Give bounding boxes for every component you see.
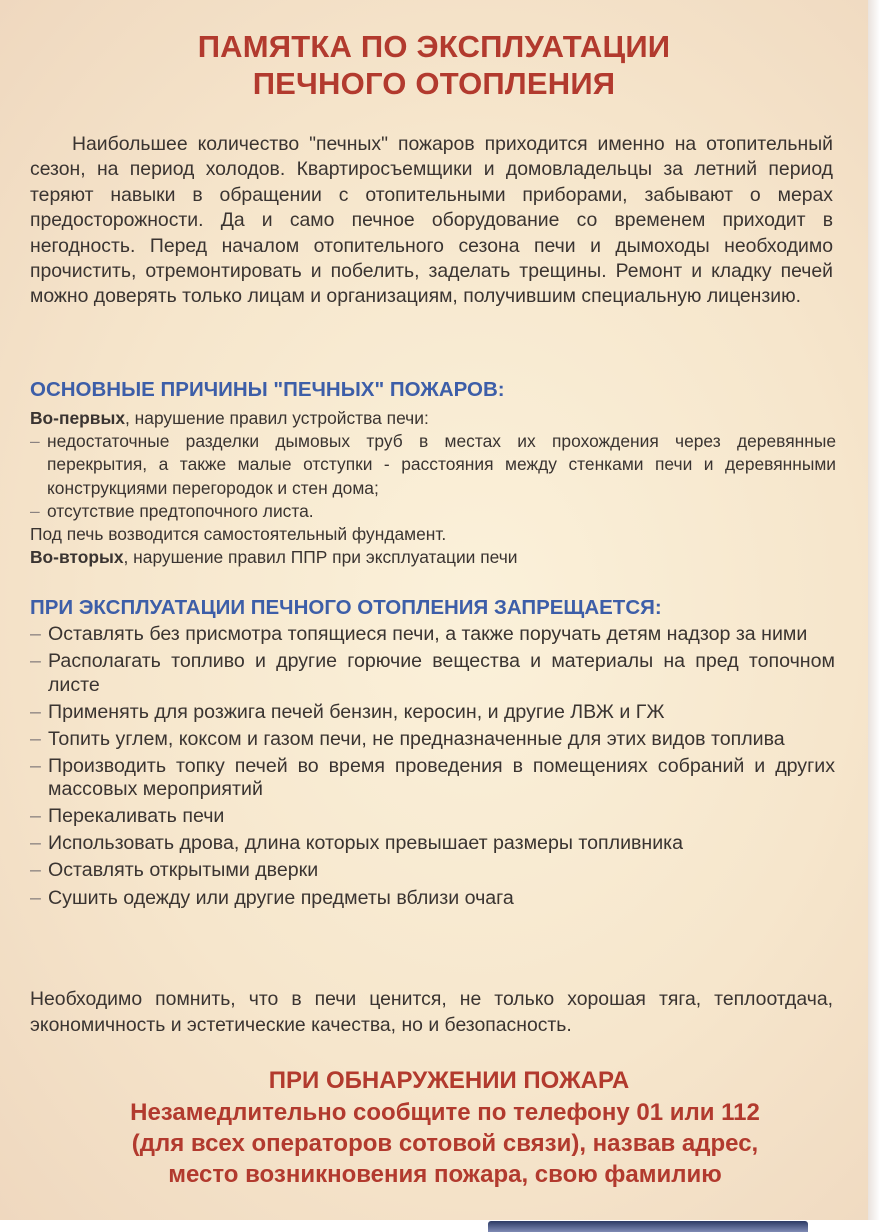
prohibited-item: – Использовать дрова, длина которых превышает размеры топливника	[30, 832, 835, 855]
prohibited-heading: ПРИ ЭКСПЛУАТАЦИИ ПЕЧНОГО ОТОПЛЕНИЯ ЗАПРЕЩАЕТСЯ:	[30, 596, 662, 619]
title-line-1: ПАМЯТКА ПО ЭКСПЛУАТАЦИИ	[197, 29, 671, 64]
foundation-note: Под печь возводится самостоятельный фундамент.	[30, 524, 447, 545]
prohibited-item: – Производить топку печей во время проведения в помещениях собраний и других массовых мероприятий	[30, 755, 835, 802]
first-cause	[30, 407, 836, 430]
prohibited-list	[30, 623, 835, 914]
first-cause-label: Во-первых	[30, 408, 125, 428]
causes-section	[30, 407, 836, 569]
prohibited-item: – Топить углем, коксом и газом печи, не предназначенные для этих видов топлива	[30, 728, 835, 751]
prohibited-item: – Применять для розжига печей бензин, керосин, и другие ЛВЖ и ГЖ	[30, 701, 835, 724]
prohibited-item: – Сушить одежду или другие предметы вблизи очага	[30, 887, 835, 910]
title-line-2: ПЕЧНОГО ОТОПЛЕНИЯ	[252, 66, 616, 101]
second-cause-text: , нарушение правил ППР при эксплуатации печи	[123, 547, 518, 568]
prohibited-item: – Оставлять без присмотра топящиеся печи, а также поручать детям надзор за ними	[30, 623, 835, 646]
cause-item: – отсутствие предтопочного листа.	[30, 500, 836, 523]
fire-line-2: (для всех операторов сотовой связи), назвав адрес,	[131, 1130, 759, 1157]
page-title	[0, 28, 868, 102]
second-cause	[30, 546, 836, 569]
second-cause-label: Во-вторых	[30, 547, 124, 568]
scan-tab	[488, 1221, 808, 1232]
causes-heading: ОСНОВНЫЕ ПРИЧИНЫ "ПЕЧНЫХ" ПОЖАРОВ:	[30, 378, 505, 401]
first-cause-text: , нарушение правил устройства печи:	[125, 408, 429, 428]
fire-line-1: Незамедлительно сообщите по телефону 01 или 112	[130, 1099, 760, 1126]
closing-paragraph: Необходимо помнить, что в печи ценится, не только хорошая тяга, теплоотдача, экономичность и эстетические качества, но и безопасность.	[30, 988, 833, 1036]
scan-edge-right	[868, 0, 880, 1232]
prohibited-item: – Перекаливать печи	[30, 805, 835, 828]
fire-heading: ПРИ ОБНАРУЖЕНИИ ПОЖАРА	[268, 1067, 630, 1094]
prohibited-item: – Располагать топливо и другие горючие вещества и материалы на пред топочном листе	[30, 650, 835, 697]
fire-line-3: место возникновения пожара, свою фамилию	[168, 1161, 722, 1188]
intro-paragraph: Наибольшее количество "печных" пожаров приходится именно на отопительный сезон, на период холодов. Квартиросъемщики и домовладельцы за летний период теряют навыки в обращении с отопительными приборами, забывают о мерах предосторожности. Да и само печное оборудование со временем приходит в негодность. Перед началом отопительного сезона печи и дымоходы необходимо прочистить, отремонтировать и побелить, заделать трещины. Ремонт и кладку печей можно доверять только лицам и организациям, получившим специальную лицензию.	[30, 133, 833, 308]
cause-item: – недостаточные разделки дымовых труб в местах их прохождения через деревянные перекрытия, а также малые отступки - расстояния между стенками печи и деревянными конструкциями перегородок и стен дома;	[30, 430, 836, 500]
prohibited-item: – Оставлять открытыми дверки	[30, 859, 835, 882]
fire-instructions	[50, 1097, 840, 1190]
